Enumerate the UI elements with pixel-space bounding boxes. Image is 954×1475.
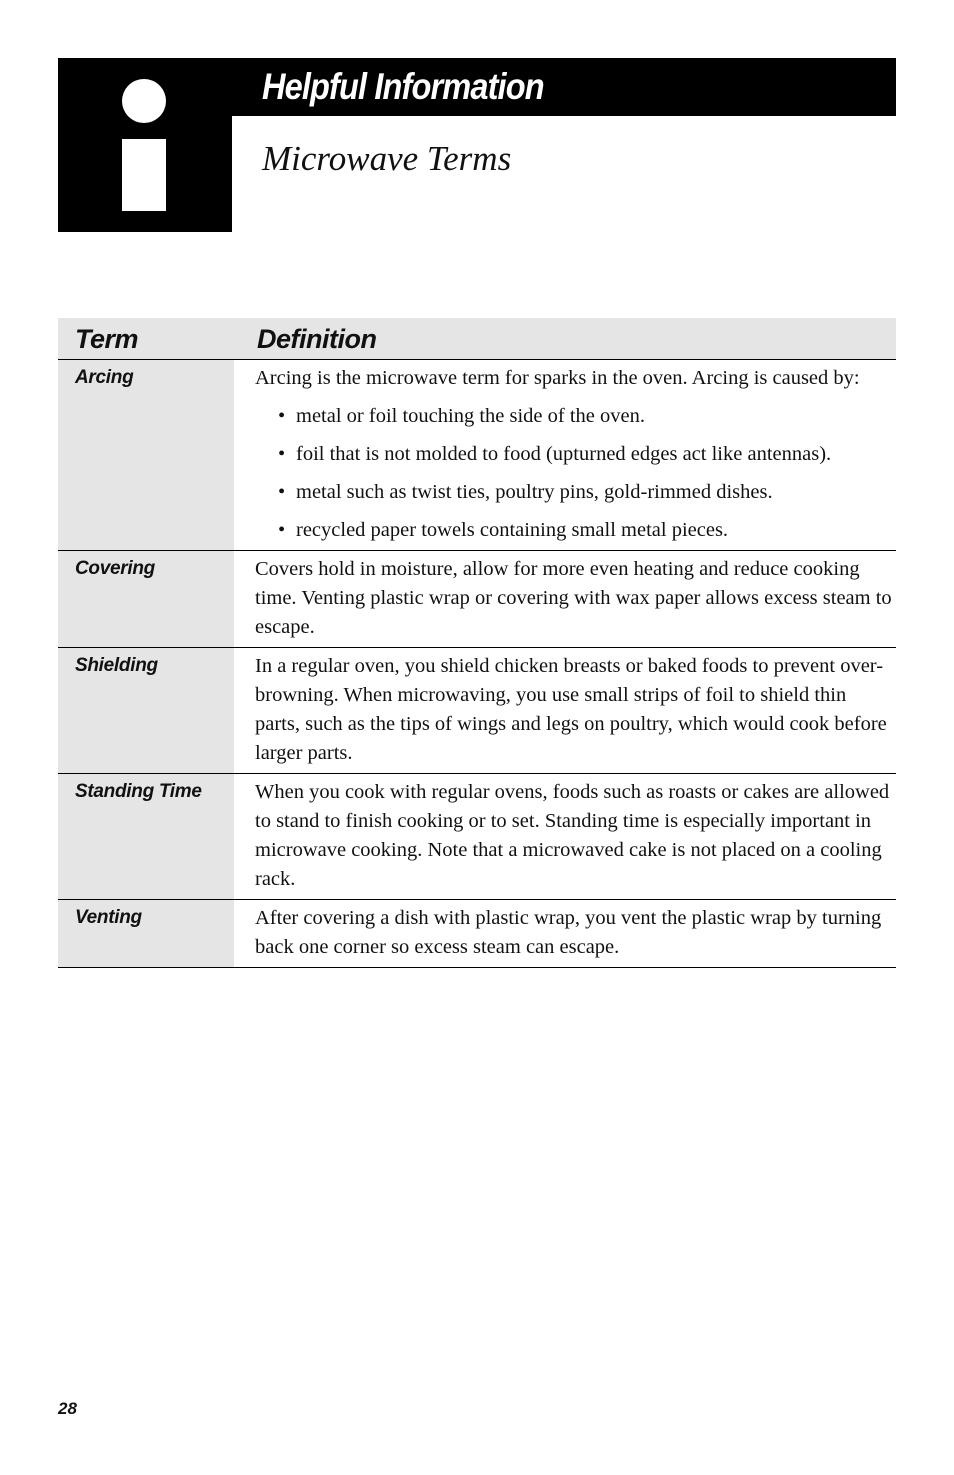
info-icon-stem (122, 139, 166, 211)
header-term: Term (75, 324, 139, 354)
page-number: 28 (58, 1399, 77, 1418)
definition-text: In a regular oven, you shield chicken breasts or baked foods to prevent over-browning. When microwaving, you use small strips of foil to shield thin parts, such as the tips of wings and legs on poultry, which would cook before larger parts. (255, 655, 887, 764)
info-icon (58, 58, 232, 232)
terms-table (58, 318, 896, 968)
definition-cell (234, 360, 896, 550)
table-row (58, 360, 896, 551)
table-row (58, 774, 896, 900)
definition-text: After covering a dish with plastic wrap, you vent the plastic wrap by turning back one corner so excess steam can escape. (255, 907, 882, 958)
bullet-list (255, 402, 894, 545)
term-cell: Arcing (58, 360, 234, 550)
page-title: Helpful Information (262, 66, 544, 107)
table-row (58, 900, 896, 968)
definition-cell (234, 900, 896, 967)
definition-text: Arcing is the microwave term for sparks in the oven. Arcing is caused by: (255, 367, 860, 389)
bullet-item: • metal such as twist ties, poultry pins, gold-rimmed dishes. (275, 478, 894, 507)
bullet-item: • metal or foil touching the side of the oven. (275, 402, 894, 431)
bullet-item: • recycled paper towels containing small metal pieces. (275, 516, 894, 545)
table-row (58, 648, 896, 774)
header-bar (232, 58, 896, 116)
term-cell: Covering (58, 551, 234, 647)
definition-text: When you cook with regular ovens, foods such as roasts or cakes are allowed to stand to finish cooking or to set. Standing time is especially important in microwave cooking. Note that a microwaved cake is not placed on a cooling rack. (255, 781, 890, 890)
definition-cell (234, 774, 896, 899)
header-definition: Definition (257, 324, 377, 354)
table-header-row (58, 318, 896, 360)
definition-cell (234, 648, 896, 773)
term-cell: Shielding (58, 648, 234, 773)
definition-cell (234, 551, 896, 647)
term-cell: Standing Time (58, 774, 234, 899)
info-icon-dot (122, 79, 166, 123)
definition-text: Covers hold in moisture, allow for more even heating and reduce cooking time. Venting plastic wrap or covering with wax paper allows excess steam to escape. (255, 558, 892, 638)
term-cell: Venting (58, 900, 234, 967)
table-row (58, 551, 896, 648)
bullet-item: • foil that is not molded to food (upturned edges act like antennas). (275, 440, 894, 469)
section-title: Microwave Terms (262, 139, 512, 178)
